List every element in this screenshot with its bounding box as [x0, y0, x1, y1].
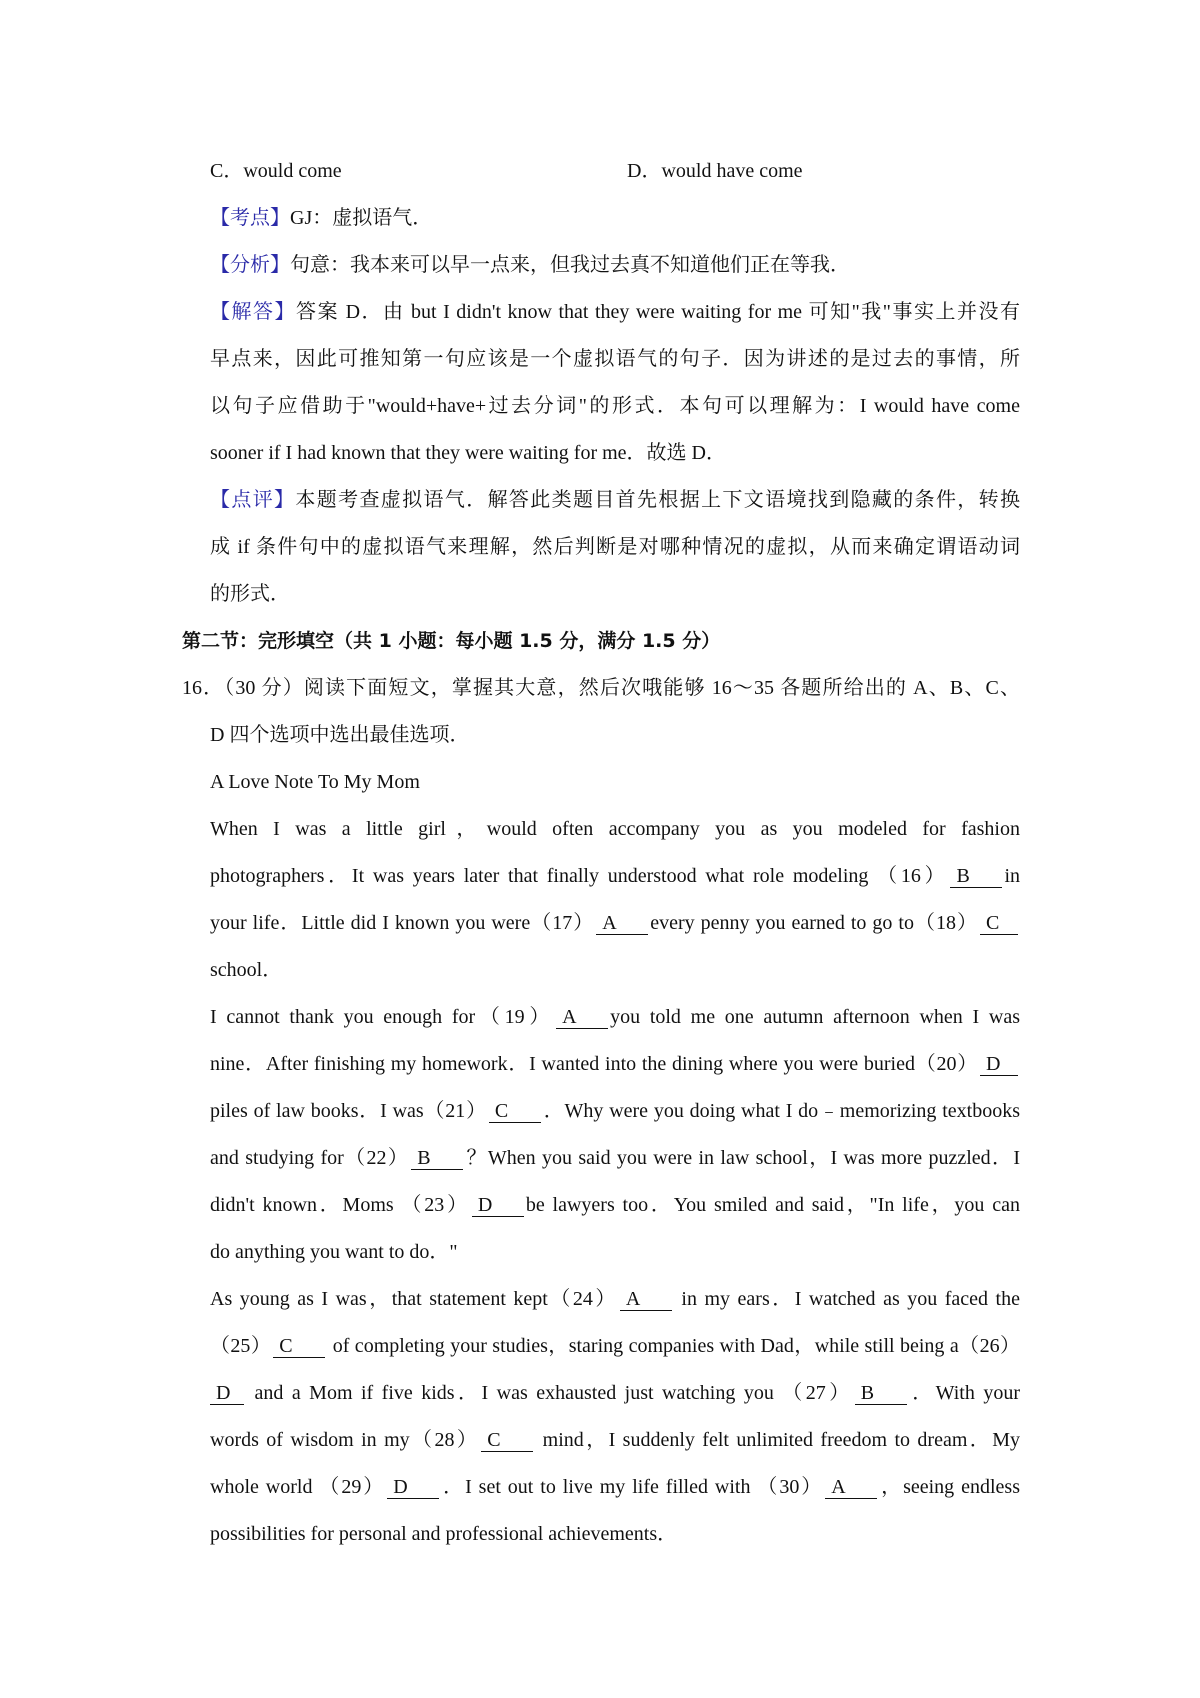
p3-l5-text-c: ，seeing endless	[879, 1476, 1020, 1498]
passage-p3-line-5	[210, 1474, 1020, 1500]
jieda-tag: 【解答】	[210, 301, 297, 323]
dianping-tag: 【点评】	[210, 489, 296, 511]
passage-title: A Love Note To My Mom	[210, 771, 420, 793]
p2-l4-text-b: ？When you said you were in law school，I was more puzzled．I	[465, 1147, 1021, 1169]
dianping-line-1	[210, 487, 1020, 513]
answer-blank-24[interactable]: A	[620, 1288, 672, 1311]
answer-blank-17[interactable]: A	[596, 912, 648, 935]
option-c: C．would come	[210, 160, 342, 182]
passage-p3-line-3	[210, 1380, 1020, 1406]
answer-blank-28[interactable]: C	[481, 1429, 533, 1452]
kaodian-tag: 【考点】	[210, 207, 290, 229]
p1-l3-text-a: your life．Little did I known you were（17）	[210, 912, 595, 934]
fenxi-line	[210, 252, 850, 278]
p3-l4-text-a: words of wisdom in my（28）	[210, 1429, 480, 1451]
passage-p2-line-5	[210, 1192, 1020, 1218]
passage-p1-line-1: When I was a little girl，would often accompany you as you modeled for fashion	[210, 818, 1020, 840]
passage-p1-line-2	[210, 863, 1020, 889]
p1-l2-text-b: in	[1004, 865, 1020, 887]
p3-l1-text-a: As young as I was，that statement kept（24）	[210, 1288, 618, 1310]
answer-blank-29[interactable]: D	[387, 1476, 439, 1499]
answer-blank-25[interactable]: C	[273, 1335, 325, 1358]
passage-p3-line-2	[210, 1333, 1020, 1359]
p3-l3-text-b: and a Mom if five kids．I was exhausted just watching you （27）	[246, 1382, 853, 1404]
answer-blank-16[interactable]: B	[950, 865, 1002, 888]
answer-blank-27[interactable]: B	[855, 1382, 907, 1405]
p3-l1-text-b: in my ears．I watched as you faced the	[673, 1288, 1020, 1310]
passage-p1-line-4: school．	[210, 959, 283, 981]
passage-p2-line-2	[210, 1051, 1020, 1077]
p2-l1-text-a: I cannot thank you enough for（19）	[210, 1006, 555, 1028]
question-line-2: D 四个选项中选出最佳选项．	[210, 724, 470, 746]
answer-blank-26[interactable]: D	[210, 1382, 244, 1405]
section-heading: 第二节：完形填空（共 1 小题：每小题 1.5 分，满分 1.5 分）	[182, 630, 721, 652]
p1-l2-text-a: photographers．It was years later that finally understood what role modeling （16）	[210, 865, 949, 887]
kaodian-text: GJ：虚拟语气．	[290, 207, 433, 229]
answer-blank-18[interactable]: C	[980, 912, 1018, 935]
passage-p2-line-1	[210, 1004, 1020, 1030]
dianping-line-3: 的形式．	[210, 583, 290, 605]
p3-l5-text-b: ．I set out to live my life filled with （30）	[441, 1476, 824, 1498]
fenxi-tag: 【分析】	[210, 254, 290, 276]
p3-l4-text-b: mind，I suddenly felt unlimited freedom to dream．My	[535, 1429, 1020, 1451]
p2-l5-text-b: be lawyers too．You smiled and said，"In life，you can	[525, 1194, 1020, 1216]
answer-blank-30[interactable]: A	[825, 1476, 877, 1499]
answer-blank-22[interactable]: B	[411, 1147, 463, 1170]
jieda-line-1	[210, 299, 1020, 325]
passage-p2-line-6: do anything you want to do．"	[210, 1241, 458, 1263]
p1-l3-text-b: every penny you earned to go to（18）	[650, 912, 978, 934]
option-d: D．would have come	[627, 160, 803, 182]
question-line-1: 16．（30 分）阅读下面短文，掌握其大意，然后次哦能够 16～35 各题所给出的 A、B、C、	[182, 677, 1020, 699]
dianping-text-1: 本题考查虚拟语气．解答此类题目首先根据上下文语境找到隐藏的条件，转换	[295, 489, 1021, 511]
p3-l5-text-a: whole world （29）	[210, 1476, 386, 1498]
passage-p2-line-4	[210, 1145, 1020, 1171]
p2-l5-text-a: didn't known．Moms （23）	[210, 1194, 470, 1216]
p2-l3-text-b: ．Why were you doing what I do﹣memorizing textbooks	[542, 1100, 1020, 1122]
jieda-line-2: 早点来，因此可推知第一句应该是一个虚拟语气的句子．因为讲述的是过去的事情，所	[210, 348, 1020, 370]
passage-p3-line-6: possibilities for personal and professional achievements．	[210, 1523, 678, 1545]
p2-l2-text: nine．After finishing my homework．I wanted into the dining where you were buried（20）	[210, 1053, 978, 1075]
passage-p3-line-1	[210, 1286, 1020, 1312]
option-row	[210, 158, 342, 184]
kaodian-line	[210, 205, 432, 231]
jieda-text-1: 答案 D．由 but I didn't know that they were waiting for me 可知"我"事实上并没有	[296, 301, 1020, 323]
answer-blank-19[interactable]: A	[556, 1006, 608, 1029]
p3-l3-text-c: ．With your	[908, 1382, 1021, 1404]
passage-p2-line-3	[210, 1098, 1020, 1124]
passage-p3-line-4	[210, 1427, 1020, 1453]
p2-l1-text-b: you told me one autumn afternoon when I was	[610, 1006, 1020, 1028]
passage-p1-line-3	[210, 910, 1020, 936]
answer-blank-23[interactable]: D	[472, 1194, 524, 1217]
jieda-line-3: 以句子应借助于"would+have+过去分词"的形式．本句可以理解为：I would have come	[210, 395, 1020, 417]
p2-l3-text-a: piles of law books．I was（21）	[210, 1100, 487, 1122]
p3-l2-text-b: of completing your studies，staring companies with Dad，while still being a（26）	[327, 1335, 1021, 1357]
answer-blank-21[interactable]: C	[489, 1100, 541, 1123]
fenxi-text: 句意：我本来可以早一点来，但我过去真不知道他们正在等我．	[290, 254, 850, 276]
jieda-line-4: sooner if I had known that they were waiting for me．故选 D．	[210, 442, 726, 464]
p3-l2-text-a: （25）	[210, 1335, 272, 1357]
dianping-line-2: 成 if 条件句中的虚拟语气来理解，然后判断是对哪种情况的虚拟，从而来确定谓语动词	[210, 536, 1020, 558]
p2-l4-text-a: and studying for（22）	[210, 1147, 410, 1169]
answer-blank-20[interactable]: D	[980, 1053, 1018, 1076]
